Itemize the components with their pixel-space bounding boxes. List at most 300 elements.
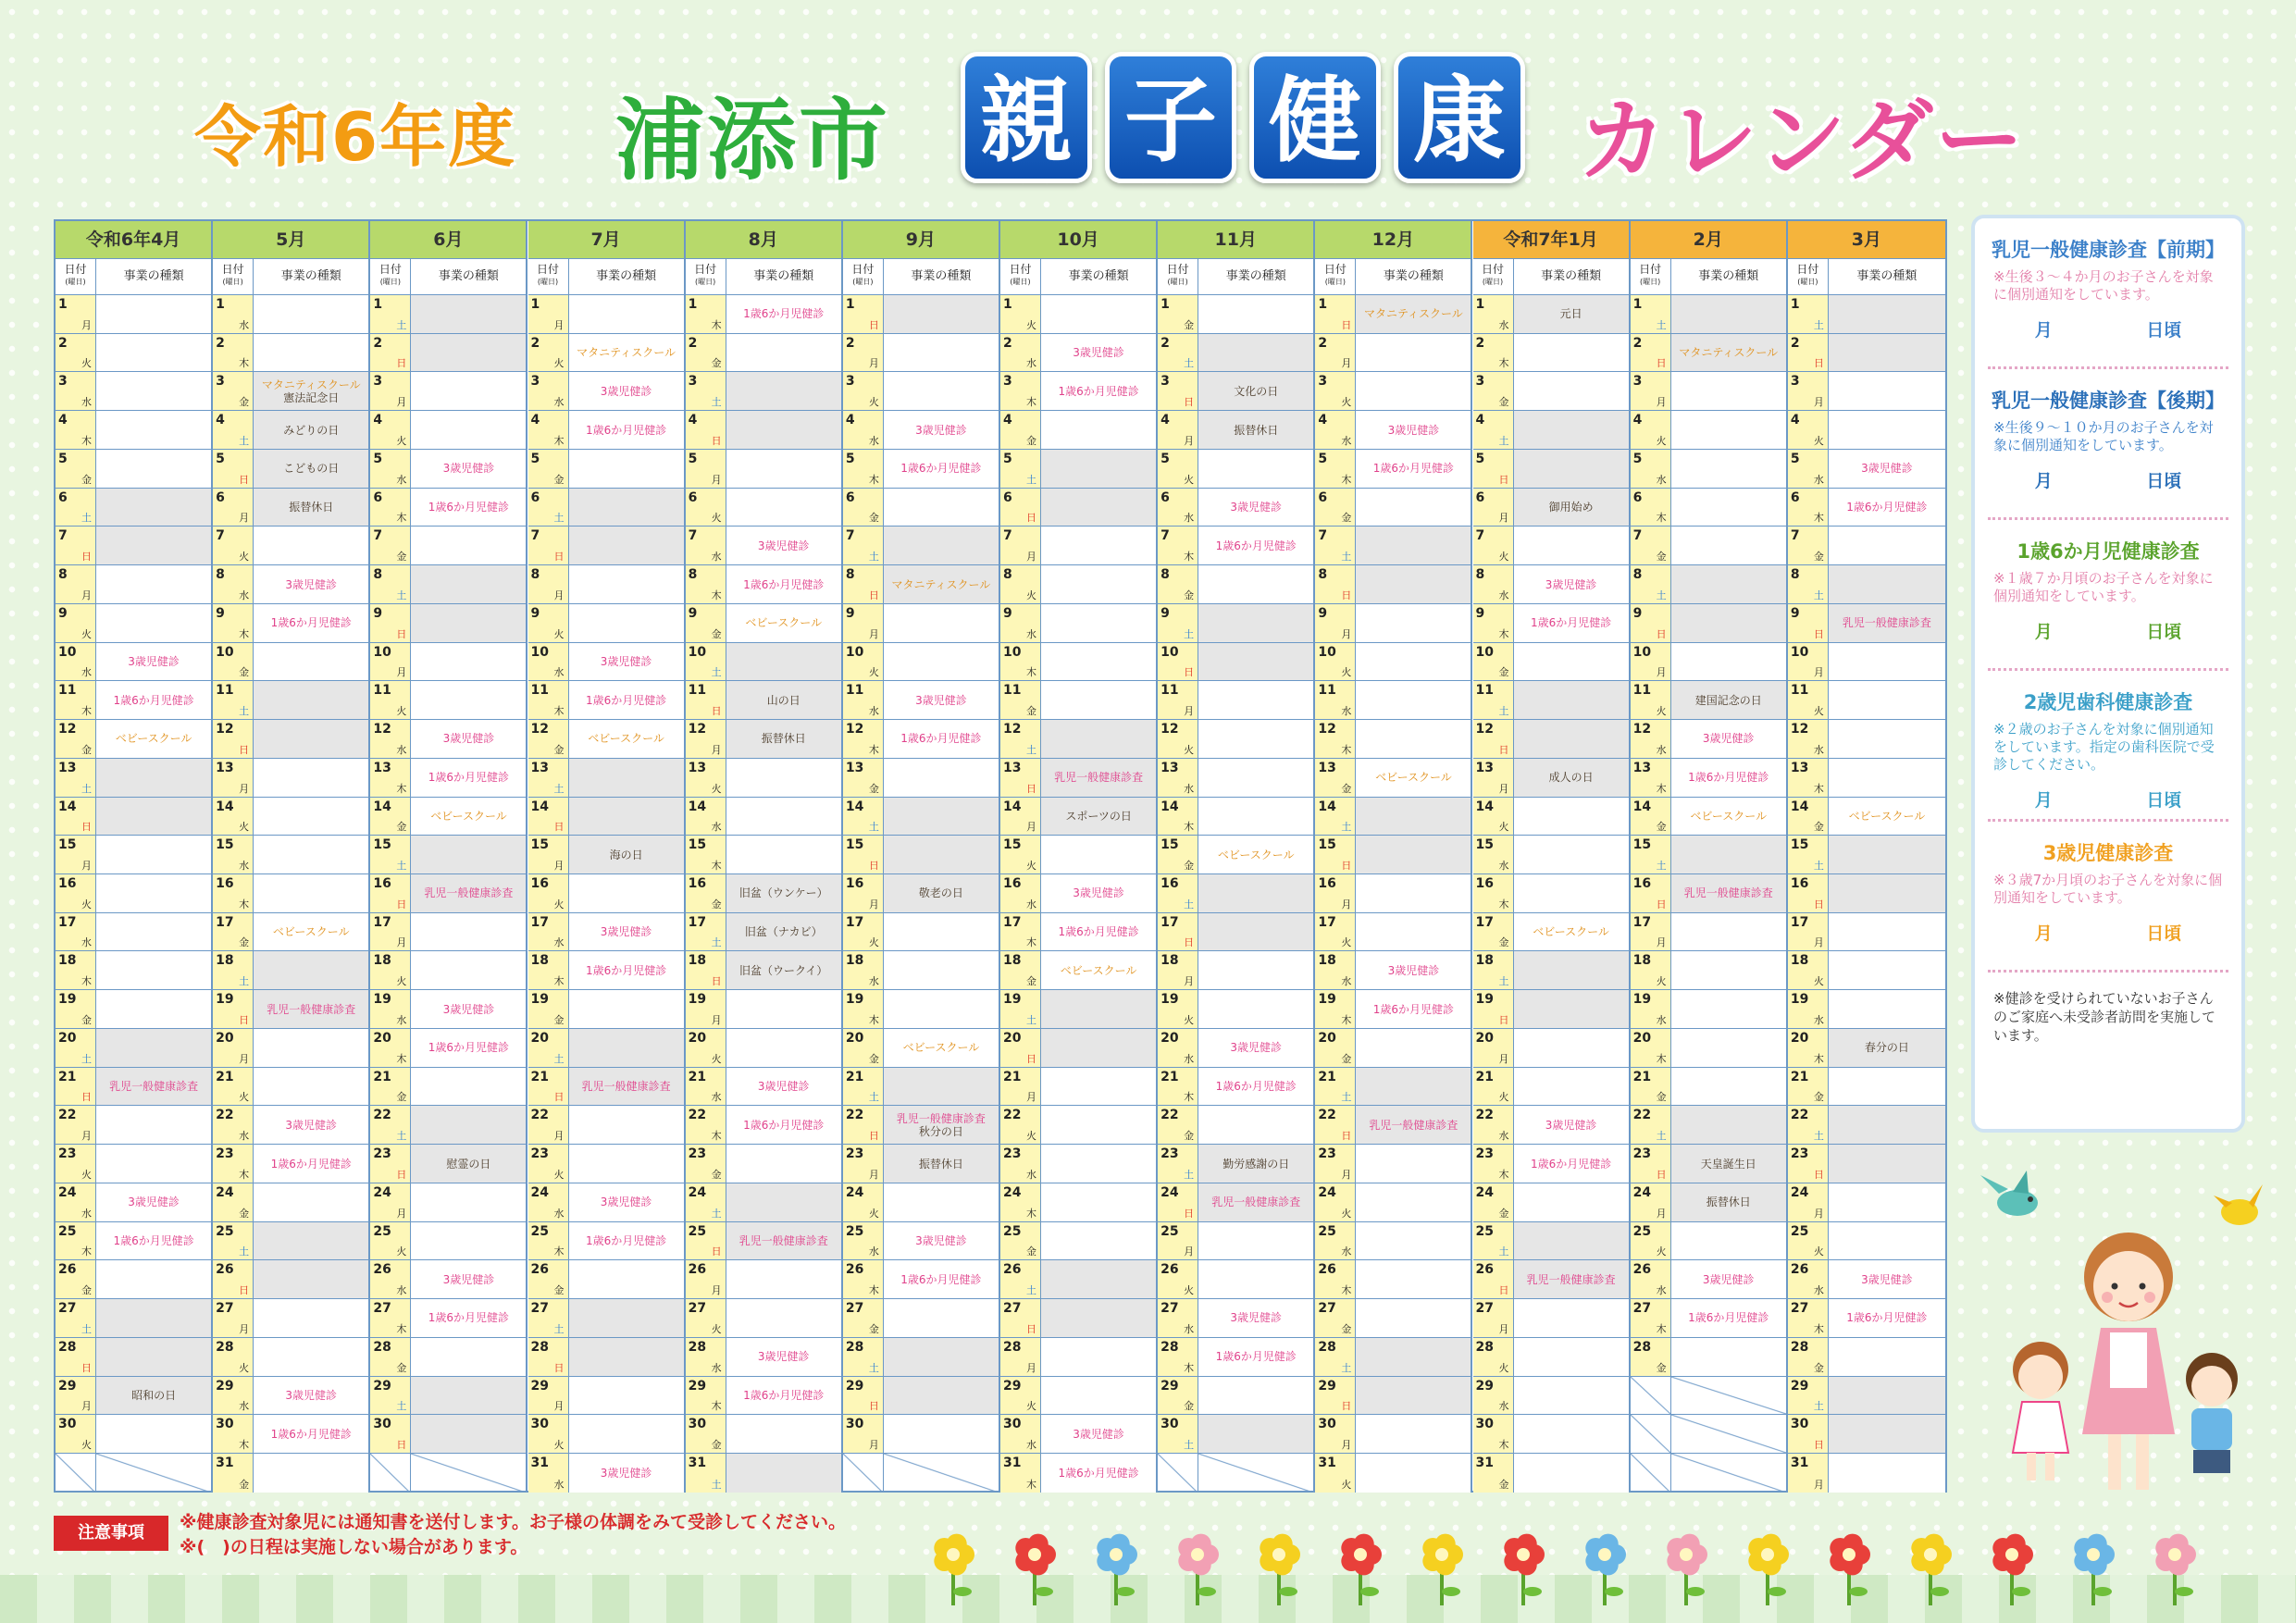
date-cell [528,295,569,333]
event-cell [1198,1106,1313,1144]
day-row [686,1415,841,1454]
title-city: 浦添市 [615,89,890,192]
date-cell [370,1183,411,1221]
bird-blue-icon [1980,1171,2038,1216]
date-number: 1 [845,297,855,312]
month-header: 8月 [686,221,841,258]
event-cell [1198,1222,1313,1260]
date-cell [1158,951,1198,989]
day-row [1158,1454,1313,1493]
day-row [1788,1222,1945,1261]
event-cell [1041,798,1156,836]
event-cell [726,874,841,912]
date-cell [1788,681,1829,719]
event-cell [1671,565,1786,603]
date-number: 12 [1475,722,1494,737]
event-cell [1829,1106,1945,1144]
weekday-label: 日 [1656,898,1667,911]
date-number: 3 [1632,374,1643,390]
date-cell [1000,1260,1041,1298]
weekday-label: 金 [81,743,92,756]
day-row [1000,1338,1156,1377]
date-cell [1473,1338,1514,1376]
day-row [1315,334,1471,373]
weekday-label: 金 [1813,1091,1824,1104]
date-number: 7 [216,528,225,544]
month-column [1000,221,1158,1491]
checkup-section [1988,671,2228,822]
date-cell [370,1338,411,1376]
event-cell [254,1454,368,1493]
date-number: 9 [1790,605,1800,621]
weekday-label: 月 [396,1207,407,1220]
flower-icon [1504,1534,1545,1605]
event-cell [254,489,368,527]
event-cell [96,411,211,449]
day-row [213,527,368,565]
event-cell [1041,1145,1156,1183]
event-cell [1671,990,1786,1028]
weekday-label: 日 [1498,743,1509,756]
day-row [1631,643,1786,682]
day-row [1788,798,1945,836]
date-cell [843,295,884,333]
event-label: 1歳6か月児健診 [428,501,510,514]
date-number: 8 [1318,567,1328,583]
weekday-label: 金 [1498,396,1509,409]
date-cell [528,450,569,488]
day-row [843,1338,999,1377]
weekday-label: 火 [1656,705,1667,718]
day-row [1473,913,1629,952]
event-cell [726,798,841,836]
weekday-header-label: (曜日) [222,278,243,286]
date-cell [1000,874,1041,912]
day-row [213,1415,368,1454]
date-number: 8 [1632,567,1643,583]
date-cell [1788,1145,1829,1183]
weekday-label: 木 [1656,1052,1667,1065]
event-header: 事業の種類 [1698,269,1759,283]
date-cell [686,489,726,527]
event-cell [884,913,999,951]
date-header-label: 日付 [851,263,875,276]
event-cell [569,913,684,951]
date-number: 5 [216,451,225,466]
day-row [686,836,841,874]
date-number: 19 [1475,992,1494,1008]
flower-icon [1015,1534,1056,1605]
event-cell [1829,798,1945,836]
date-number: 11 [1632,683,1652,699]
date-cell [1158,1029,1198,1067]
date-number: 25 [58,1223,77,1239]
date-cell [1631,1029,1671,1067]
event-label: スポーツの日 [1065,809,1132,823]
event-cell [254,798,368,836]
date-number: 26 [216,1262,234,1278]
weekday-label: 日 [1026,1322,1036,1335]
date-cell [1473,1222,1514,1260]
date-number: 24 [845,1184,864,1200]
date-cell [1000,951,1041,989]
weekday-label: 月 [1341,627,1352,640]
event-cell [1514,372,1629,410]
date-number: 1 [530,297,540,312]
day-row [370,1299,526,1338]
date-cell [686,604,726,642]
date-number: 8 [1003,567,1012,583]
date-cell [528,720,569,758]
event-cell [1671,372,1786,410]
date-cell [528,836,569,873]
weekday-label: 火 [396,1245,407,1258]
date-number: 12 [373,722,391,737]
event-cell [254,643,368,681]
date-cell [1315,1260,1356,1298]
event-label: 3歳児健診 [1545,577,1597,591]
date-cell [686,565,726,603]
date-cell [843,1415,884,1453]
date-cell [1315,990,1356,1028]
date-number: 3 [845,374,855,390]
weekday-label: 木 [868,473,879,486]
day-row [1315,295,1471,334]
weekday-label: 木 [1341,1013,1352,1026]
event-label: 1歳6か月児健診 [900,462,982,476]
day-row [686,604,841,643]
date-number: 21 [1475,1069,1494,1084]
event-cell [884,295,999,333]
event-label: 振替休日 [1234,423,1279,437]
date-number: 13 [1790,760,1809,775]
weekday-label: 日 [711,705,722,718]
day-row [528,951,684,990]
day-row [528,798,684,836]
day-row [528,1106,684,1145]
day-row [1315,372,1471,411]
day-row [213,450,368,489]
event-cell [1041,720,1156,758]
title-parent-child-health [961,52,1525,183]
weekday-label: 月 [1341,898,1352,911]
weekday-label: 日 [1813,1439,1824,1452]
event-label: 3歳児健診 [285,577,338,591]
day-row [1158,990,1313,1029]
weekday-label: 火 [1813,1245,1824,1258]
weekday-label: 水 [81,396,92,409]
day-row [1315,643,1471,682]
day-row [1473,1222,1629,1261]
event-label: マタニティスクール [891,577,991,591]
weekday-label: 水 [1498,860,1509,873]
day-row [528,1338,684,1377]
date-number: 7 [530,528,540,544]
date-number: 30 [216,1417,234,1432]
event-cell [884,759,999,797]
date-number: 22 [688,1108,707,1123]
event-label: 旧盆（ナカビ） [744,925,823,939]
date-cell [370,990,411,1028]
weekday-label: 水 [1656,1013,1667,1026]
event-label: 3歳児健診 [757,539,810,552]
weekday-label: 日 [1026,782,1036,795]
date-header-label: 日付 [1796,263,1819,276]
weekday-label: 日 [868,318,879,331]
date-number: 29 [58,1378,77,1394]
date-number: 23 [373,1146,391,1162]
day-row [56,643,211,682]
day-row [528,1377,684,1416]
date-number: 11 [1475,683,1494,699]
date-cell [1473,527,1514,564]
date-cell [686,798,726,836]
day-row [1158,681,1313,720]
event-cell [1198,913,1313,951]
event-cell [254,1222,368,1260]
weekday-label: 火 [711,1052,722,1065]
date-cell [1000,1183,1041,1221]
day-row [1788,1299,1945,1338]
month-column [686,221,843,1491]
weekday-label: 金 [1184,1400,1195,1413]
date-header-label: 日付 [1323,263,1347,276]
event-cell [1356,411,1471,449]
date-cell [528,1106,569,1144]
date-cell [370,1415,411,1453]
event-cell [569,450,684,488]
event-cell [1041,1222,1156,1260]
weekday-label: 日 [239,1013,250,1026]
weekday-label: 水 [553,1207,565,1220]
event-cell [884,1338,999,1376]
event-cell [1671,604,1786,642]
date-number: 21 [373,1069,391,1084]
weekday-label: 木 [239,898,250,911]
date-header-label: 日付 [1166,263,1189,276]
weekday-label: 木 [711,318,722,331]
event-label: 乳児一般健康診査 [896,1111,986,1125]
weekday-label: 水 [1656,1284,1667,1297]
weekday-label: 月 [396,936,407,949]
event-cell [884,1260,999,1298]
date-cell [370,798,411,836]
date-number: 28 [1318,1339,1336,1355]
date-number: 20 [530,1030,549,1046]
weekday-label: 日 [1026,1052,1036,1065]
event-label: 3歳児健診 [1387,423,1440,437]
date-number: 8 [216,567,225,583]
date-cell [213,759,254,797]
day-row [1158,836,1313,874]
day-row [370,1260,526,1299]
bird-yellow-icon [2214,1184,2263,1225]
event-label: 3歳児健診 [442,732,495,746]
date-number: 30 [58,1417,77,1432]
date-number: 18 [1003,953,1022,969]
weekday-label: 水 [239,588,250,601]
date-cell [1158,990,1198,1028]
date-header [1788,259,1829,294]
date-number: 6 [1790,489,1800,505]
event-cell [1829,1377,1945,1415]
date-number: 8 [373,567,383,583]
day-row [213,1377,368,1416]
weekday-label: 金 [1813,1361,1824,1374]
month-header: 2月 [1631,221,1786,258]
date-cell [1000,720,1041,758]
day-row [1000,1377,1156,1416]
date-cell [528,951,569,989]
weekday-label: 水 [1813,1013,1824,1026]
date-cell [1473,1068,1514,1106]
date-header-label: 日付 [64,263,87,276]
day-row [213,1299,368,1338]
weekday-label: 月 [239,782,250,795]
event-cell [884,798,999,836]
date-cell [1000,759,1041,797]
weekday-label: 火 [868,396,879,409]
date-cell [370,604,411,642]
date-cell [686,1260,726,1298]
weekday-label: 木 [239,357,250,370]
day-row [686,1299,841,1338]
day-row [370,951,526,990]
weekday-label: 水 [239,318,250,331]
event-label: 乳児一般健康診査 [581,1080,671,1094]
day-row [1473,990,1629,1029]
weekday-label: 木 [1026,396,1036,409]
day-row [56,565,211,604]
date-cell [1631,1183,1671,1221]
event-cell [569,1377,684,1415]
event-cell [1198,990,1313,1028]
date-cell [1000,372,1041,410]
day-row [1315,1222,1471,1261]
date-number: 25 [530,1223,549,1239]
month-blank-label: 月 [2034,622,2053,642]
date-cell [1473,1029,1514,1067]
date-number: 30 [1003,1417,1022,1432]
date-cell [843,565,884,603]
date-cell [686,1183,726,1221]
date-number: 15 [1790,837,1809,853]
date-header-label: 日付 [379,263,402,276]
day-row [1788,1106,1945,1145]
day-row [213,720,368,759]
date-number: 9 [688,605,698,621]
day-row [56,836,211,874]
date-number: 13 [1003,760,1022,775]
day-row [1315,1106,1471,1145]
day-row [213,913,368,952]
day-row [1473,604,1629,643]
event-label: 1歳6か月児健診 [1058,384,1139,398]
date-cell [370,951,411,989]
date-number: 27 [216,1301,234,1317]
weekday-label: 日 [81,1091,92,1104]
date-cell [1631,1299,1671,1337]
date-number: 11 [1790,683,1809,699]
event-cell [884,1454,999,1493]
weekday-label: 土 [1498,705,1509,718]
day-row [843,913,999,952]
event-header: 事業の種類 [596,269,657,283]
date-number: 14 [1475,799,1494,814]
weekday-label: 金 [81,1284,92,1297]
day-row [528,759,684,798]
date-cell [1788,1299,1829,1337]
weekday-label: 日 [1813,627,1824,640]
date-cell [213,1145,254,1183]
event-label: 1歳6か月児健診 [585,423,667,437]
event-cell [884,1145,999,1183]
day-row [56,1377,211,1416]
date-number: 1 [1318,297,1328,312]
date-header [843,259,884,294]
event-cell [411,489,526,527]
event-cell [1829,1338,1945,1376]
event-label: ベビースクール [430,809,507,823]
date-number: 29 [1160,1378,1179,1394]
day-row [213,951,368,990]
event-label: 3歳児健診 [128,654,180,668]
day-row [1788,1029,1945,1068]
date-number: 29 [373,1378,391,1394]
date-cell [1315,1068,1356,1106]
event-cell [96,1415,211,1453]
date-number: 9 [1160,605,1170,621]
date-number: 12 [1003,722,1022,737]
date-cell [1788,295,1829,333]
day-row [1631,295,1786,334]
date-number: 10 [1475,644,1494,660]
weekday-label: 土 [1341,1091,1352,1104]
event-label: 1歳6か月児健診 [270,1427,352,1441]
weekday-label: 月 [1026,821,1036,834]
day-row [56,681,211,720]
date-number: 22 [373,1108,391,1123]
date-cell [370,489,411,527]
weekday-label: 火 [396,705,407,718]
weekday-label: 月 [868,898,879,911]
weekday-label: 月 [1813,1207,1824,1220]
day-row [1473,295,1629,334]
event-cell [1514,1029,1629,1067]
day-row [843,450,999,489]
date-number: 8 [688,567,698,583]
day-row [1158,1338,1313,1377]
event-cell [96,1338,211,1376]
month-blank-label: 月 [2034,320,2053,341]
title-fiscal-year: 令和6年度 [194,98,517,176]
event-cell [1041,643,1156,681]
date-number: 12 [688,722,707,737]
weekday-label: 日 [1341,318,1352,331]
day-row [213,411,368,450]
event-cell [1041,1454,1156,1493]
date-cell [1000,643,1041,681]
day-row [843,874,999,913]
weekday-label: 土 [1184,1168,1195,1181]
date-cell [528,489,569,527]
weekday-header-label: (曜日) [852,278,874,286]
date-number: 5 [373,451,383,466]
date-number: 18 [1475,953,1494,969]
day-row [56,1183,211,1222]
event-cell [726,334,841,372]
day-row [1158,1222,1313,1261]
